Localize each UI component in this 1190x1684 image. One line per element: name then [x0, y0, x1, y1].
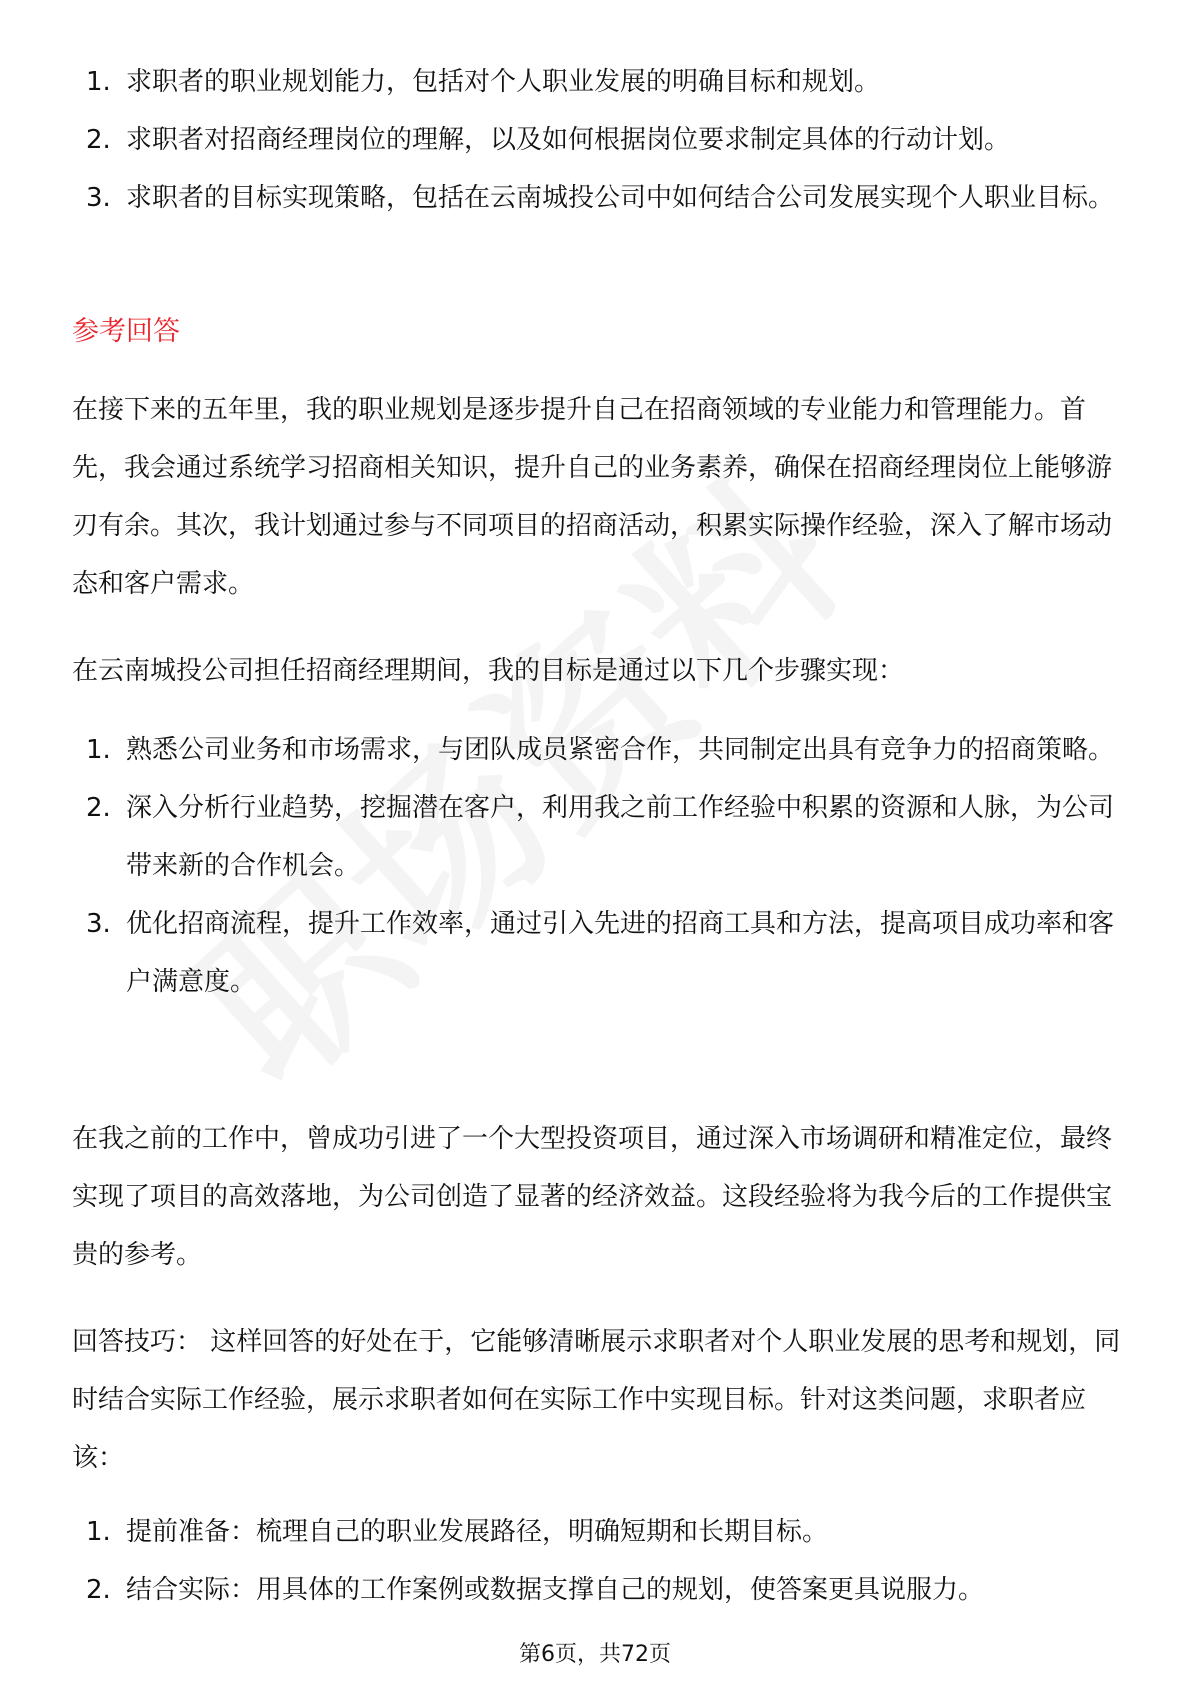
list-item	[72, 1561, 1122, 1619]
criteria-list	[72, 53, 1122, 227]
page-footer: 第6页，共72页	[519, 1642, 671, 1667]
list-text: 求职者的职业规划能力，包括对个人职业发展的明确目标和规划。	[126, 67, 881, 97]
list-item	[72, 895, 1122, 1011]
list-number: 3.	[86, 909, 111, 939]
list-text: 求职者的目标实现策略，包括在云南城投公司中如何结合公司发展实现个人职业目标。	[126, 183, 1115, 213]
list-number: 3.	[86, 183, 111, 213]
list-number: 2.	[86, 793, 111, 823]
list-item	[72, 779, 1122, 895]
answer-paragraph-2: 在云南城投公司担任招商经理期间，我的目标是通过以下几个步骤实现：	[72, 656, 905, 686]
list-number: 1.	[86, 735, 111, 765]
answer-tips-paragraph: 回答技巧： 这样回答的好处在于，它能够清晰展示求职者对个人职业发展的思考和规划，同时结合实际工作经验，展示求职者如何在实际工作中实现目标。针对这类问题，求职者应该：	[72, 1327, 1121, 1473]
answer-paragraph-1: 在接下来的五年里，我的职业规划是逐步提升自己在招商领域的专业能力和管理能力。首先，我会通过系统学习招商相关知识，提升自己的业务素养，确保在招商经理岗位上能够游刃有余。其次，我计划通过参与不同项目的招商活动，积累实际操作经验，深入了解市场动态和客户需求。	[72, 395, 1113, 599]
list-text: 优化招商流程，提升工作效率，通过引入先进的招商工具和方法，提高项目成功率和客户满意度。	[126, 909, 1115, 997]
list-text: 深入分析行业趋势，挖掘潜在客户，利用我之前工作经验中积累的资源和人脉，为公司带来新的合作机会。	[126, 793, 1115, 881]
tips-list	[72, 1503, 1122, 1619]
list-number: 2.	[86, 1575, 111, 1605]
list-text: 求职者对招商经理岗位的理解，以及如何根据岗位要求制定具体的行动计划。	[126, 125, 1011, 155]
answer-paragraph-3: 在我之前的工作中，曾成功引进了一个大型投资项目，通过深入市场调研和精准定位，最终实现了项目的高效落地，为公司创造了显著的经济效益。这段经验将为我今后的工作提供宝贵的参考。	[72, 1124, 1113, 1270]
section-heading: 参考回答	[72, 316, 180, 347]
list-item	[72, 53, 1122, 111]
list-text: 结合实际：用具体的工作案例或数据支撑自己的规划，使答案更具说服力。	[126, 1575, 985, 1605]
steps-list	[72, 721, 1122, 1011]
list-number: 1.	[86, 1517, 111, 1547]
list-item	[72, 1503, 1122, 1561]
list-item	[72, 169, 1122, 227]
list-item	[72, 111, 1122, 169]
list-number: 2.	[86, 125, 111, 155]
list-item	[72, 721, 1122, 779]
list-text: 提前准备：梳理自己的职业发展路径，明确短期和长期目标。	[126, 1517, 829, 1547]
list-text: 熟悉公司业务和市场需求，与团队成员紧密合作，共同制定出具有竞争力的招商策略。	[126, 735, 1115, 765]
list-number: 1.	[86, 67, 111, 97]
